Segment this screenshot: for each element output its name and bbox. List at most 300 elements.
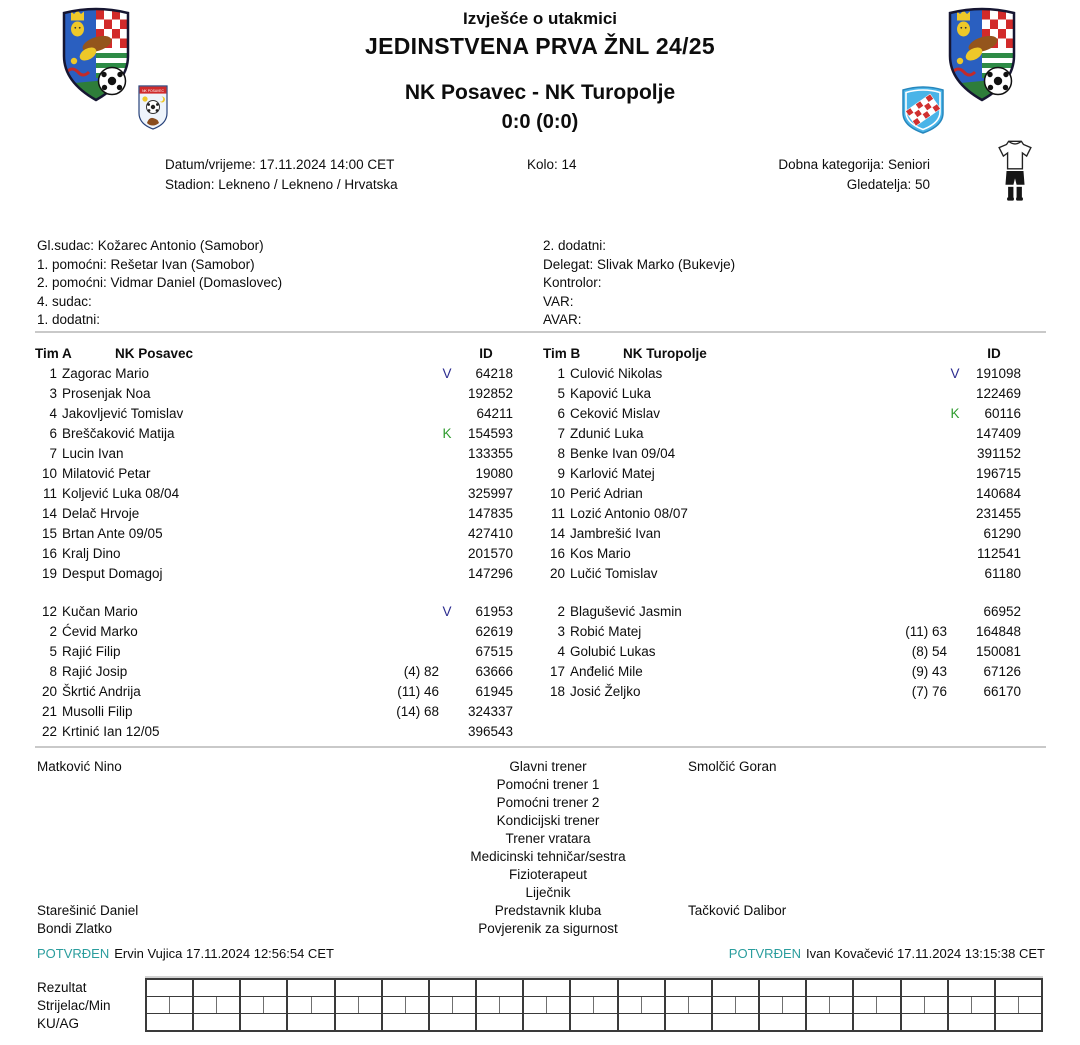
player-row — [35, 364, 517, 384]
player-number: 2 — [49, 624, 57, 639]
player-id: 231455 — [975, 506, 1021, 521]
player-name: Koljević Luka 08/04 — [62, 486, 180, 501]
score-grid-mid-row — [619, 997, 664, 1014]
score-grid-cell — [241, 980, 286, 997]
player-row — [35, 642, 517, 662]
player-row — [543, 444, 1025, 464]
score-grid-cell — [949, 1014, 994, 1030]
player-name: Breščaković Matija — [62, 426, 175, 441]
player-name: Jambrešić Ivan — [570, 526, 661, 541]
score-grid-cell — [194, 1014, 239, 1030]
player-row — [35, 564, 517, 584]
player-id: 67126 — [983, 664, 1021, 679]
staff-role-label: Liječnik — [525, 885, 571, 900]
player-number: 8 — [49, 664, 57, 679]
player-row — [543, 524, 1025, 544]
player-name: Lučić Tomislav — [570, 566, 658, 581]
player-number: 18 — [549, 684, 565, 699]
staff-role-label: Pomoćni trener 1 — [496, 777, 600, 792]
score-grid-mid-row — [524, 997, 569, 1014]
score-grid-cell — [689, 997, 711, 1013]
player-row — [35, 602, 517, 622]
player-number: 14 — [549, 526, 565, 541]
score-grid-cell — [807, 980, 852, 997]
staff-row — [37, 758, 1045, 776]
player-row — [543, 602, 1025, 622]
staff-role-label: Kondicijski trener — [496, 813, 600, 828]
player-row — [35, 682, 517, 702]
substitution-info: (11) 46 — [397, 684, 439, 699]
score-grid-group — [713, 980, 760, 1030]
player-id: 64218 — [475, 366, 513, 381]
team-kit-icon — [997, 140, 1033, 204]
player-name: Perić Adrian — [570, 486, 643, 501]
player-id: 324337 — [467, 704, 513, 719]
confirmed-status-badge: POTVRĐEN — [728, 946, 802, 961]
official-entry: AVAR: — [543, 312, 582, 327]
official-entry: 4. sudac: — [37, 293, 92, 309]
player-number: 1 — [49, 366, 57, 381]
player-row — [543, 544, 1025, 564]
role-marker: K — [442, 426, 452, 441]
score-grid-cell — [217, 997, 239, 1013]
score-grid-group — [807, 980, 854, 1030]
match-info-right — [778, 155, 930, 195]
score-grid-cell — [854, 997, 877, 1013]
confirmation-left-signer: Ervin Vujica 17.11.2024 12:56:54 CET — [114, 946, 334, 961]
player-number: 11 — [550, 506, 565, 521]
score-grid-cell — [241, 1014, 286, 1030]
staff-row — [37, 866, 1045, 884]
player-id: 64211 — [476, 406, 513, 421]
score-grid-cell — [996, 997, 1019, 1013]
score-grid-cell — [807, 997, 830, 1013]
report-title: Izvješće o utakmici — [462, 9, 618, 28]
player-row — [543, 404, 1025, 424]
score-grid-group — [383, 980, 430, 1030]
score-grid-cell — [996, 1014, 1041, 1030]
score-grid-cell — [147, 1014, 192, 1030]
player-number: 14 — [41, 506, 57, 521]
player-name: Milatović Petar — [62, 466, 151, 481]
player-id: 147409 — [975, 426, 1021, 441]
team-a-column — [35, 344, 517, 742]
score-grid-cell — [430, 980, 475, 997]
score-grid-cell — [547, 997, 569, 1013]
score-grid-cell — [571, 980, 616, 997]
role-marker — [439, 662, 455, 682]
grid-row-label-rezultat: Rezultat — [37, 980, 87, 995]
role-marker — [439, 702, 455, 722]
match-stadium: Stadion: Lekneno / Lekneno / Hrvatska — [165, 177, 398, 192]
player-id: 67515 — [475, 644, 513, 659]
staff-row — [37, 776, 1045, 794]
staff-role-label: Fizioterapeut — [508, 867, 588, 882]
player-id: 192852 — [467, 386, 513, 401]
player-id: 122469 — [975, 386, 1021, 401]
score-grid-cell — [194, 980, 239, 997]
player-name: Anđelić Mile — [570, 664, 643, 679]
score-grid-cell — [477, 997, 500, 1013]
player-number: 19 — [41, 566, 57, 581]
score-grid-cell — [619, 1014, 664, 1030]
player-id: 196715 — [975, 466, 1021, 481]
player-name: Ceković Mislav — [570, 406, 661, 421]
staff-role-label: Trener vratara — [505, 831, 591, 846]
officials-right-column — [543, 237, 735, 330]
staff-row — [37, 902, 1045, 920]
player-id: 154593 — [467, 426, 513, 441]
score-grid-cell — [571, 1014, 616, 1030]
score-grid-group — [430, 980, 477, 1030]
staff-team-a-person: Matković Nino — [37, 759, 122, 774]
team-b-substitutes — [543, 602, 1025, 702]
player-number: 17 — [549, 664, 565, 679]
score-grid-cell — [713, 997, 736, 1013]
player-row — [543, 424, 1025, 444]
score-grid-cell — [147, 980, 192, 997]
official-entry: Delegat: Slivak Marko (Bukevje) — [543, 256, 736, 272]
role-marker: V — [442, 604, 452, 619]
score-grid-mid-row — [430, 997, 475, 1014]
staff-row — [37, 794, 1045, 812]
score-grid-group — [902, 980, 949, 1030]
score-grid-mid-row — [336, 997, 381, 1014]
player-name: Rajić Josip — [62, 664, 128, 679]
player-number: 10 — [549, 486, 565, 501]
score-grid-cell — [524, 980, 569, 997]
player-name: Ćevid Marko — [62, 624, 138, 639]
player-id: 63666 — [475, 664, 513, 679]
player-id: 133355 — [467, 446, 513, 461]
player-name: Culović Nikolas — [570, 366, 663, 381]
player-row — [35, 404, 517, 424]
player-id: 427410 — [467, 526, 513, 541]
player-name: Kralj Dino — [62, 546, 121, 561]
team-b-name: NK Turopolje — [623, 346, 707, 361]
player-name: Desput Domagoj — [62, 566, 163, 581]
score-grid-group — [477, 980, 524, 1030]
player-name: Prosenjak Noa — [62, 386, 151, 401]
substitution-info: (8) 54 — [911, 644, 947, 659]
player-row — [543, 622, 1025, 642]
score-grid-cell — [288, 997, 311, 1013]
score-grid-mid-row — [288, 997, 333, 1014]
score-grid-mid-row — [996, 997, 1041, 1014]
staff-row — [37, 848, 1045, 866]
svg-text:NK POSAVEC: NK POSAVEC — [142, 88, 164, 93]
substitution-info: (7) 76 — [911, 684, 947, 699]
match-info-left — [165, 155, 398, 195]
score-grid-mid-row — [807, 997, 852, 1014]
team-b-label: Tim B — [543, 346, 581, 361]
player-id: 62619 — [475, 624, 513, 639]
score-grid-cell — [925, 997, 947, 1013]
score-grid-cell — [760, 997, 783, 1013]
confirmation-right — [729, 946, 1045, 962]
player-id: 19080 — [475, 466, 513, 481]
score-grid-group — [854, 980, 901, 1030]
player-row — [35, 464, 517, 484]
score-grid-cell — [854, 1014, 899, 1030]
score-grid-cell — [949, 980, 994, 997]
player-id: 61953 — [475, 604, 513, 619]
score-grid-cell — [972, 997, 994, 1013]
player-row — [35, 504, 517, 524]
staff-team-a-person: Bondi Zlatko — [37, 921, 113, 936]
player-row — [35, 424, 517, 444]
score-grid-mid-row — [713, 997, 758, 1014]
staff-role-label: Medicinski tehničar/sestra — [470, 849, 626, 864]
confirmed-status-badge: POTVRĐEN — [37, 946, 110, 961]
team-a-substitutes — [35, 602, 517, 742]
score-grid-cell — [807, 1014, 852, 1030]
staff-role-label: Pomoćni trener 2 — [496, 795, 600, 810]
score-grid-mid-row — [760, 997, 805, 1014]
score-grid-group — [619, 980, 666, 1030]
score-grid-cell — [170, 997, 192, 1013]
separator-line — [35, 331, 1046, 333]
score-grid-cell — [336, 980, 381, 997]
score-grid-cell — [383, 1014, 428, 1030]
score-grid-cell — [383, 997, 406, 1013]
player-number: 20 — [41, 684, 57, 699]
player-id: 66170 — [983, 684, 1021, 699]
player-number: 10 — [41, 466, 57, 481]
player-name: Jakovljević Tomislav — [62, 406, 184, 421]
player-id: 396543 — [467, 724, 513, 739]
score-grid-cell — [430, 1014, 475, 1030]
player-row — [543, 364, 1025, 384]
player-number: 4 — [557, 644, 565, 659]
staff-row — [37, 920, 1045, 938]
score-grid-cell — [383, 980, 428, 997]
role-marker — [439, 682, 455, 702]
player-name: Krtinić Ian 12/05 — [62, 724, 160, 739]
player-number: 8 — [557, 446, 565, 461]
match-title: NK Posavec - NK Turopolje — [404, 81, 676, 104]
player-id: 150081 — [975, 644, 1021, 659]
separator-line — [35, 746, 1046, 748]
player-row — [543, 662, 1025, 682]
role-marker: K — [950, 406, 960, 421]
team-b-header — [543, 344, 1025, 364]
official-entry: Gl.sudac: Kožarec Antonio (Samobor) — [37, 238, 264, 253]
score-grid-mid-row — [854, 997, 899, 1014]
match-round: Kolo: 14 — [527, 157, 577, 172]
score-grid-cell — [264, 997, 286, 1013]
player-number: 1 — [557, 366, 565, 381]
staff-team-b-person: Smolčić Goran — [688, 759, 777, 774]
final-score: 0:0 (0:0) — [501, 111, 579, 133]
player-row — [543, 384, 1025, 404]
player-name: Lozić Antonio 08/07 — [570, 506, 688, 521]
role-marker — [947, 642, 963, 662]
score-grid-cell — [288, 980, 333, 997]
staff-section — [37, 758, 1045, 938]
score-grid-cell — [902, 1014, 947, 1030]
score-grid-cell — [877, 997, 899, 1013]
player-name: Benke Ivan 09/04 — [570, 446, 676, 461]
player-id: 61290 — [983, 526, 1021, 541]
score-grid-mid-row — [949, 997, 994, 1014]
player-name: Kučan Mario — [62, 604, 138, 619]
substitution-info: (9) 43 — [911, 664, 947, 679]
score-grid-cell — [619, 980, 664, 997]
id-column-header: ID — [479, 346, 493, 361]
score-grid-cell — [147, 997, 170, 1013]
competition-name: JEDINSTVENA PRVA ŽNL 24/25 — [365, 33, 715, 59]
score-grid-cell — [1019, 997, 1041, 1013]
player-number: 6 — [557, 406, 565, 421]
score-grid-cell — [666, 997, 689, 1013]
team-a-name: NK Posavec — [115, 346, 194, 361]
player-id: 325997 — [467, 486, 513, 501]
score-grid-mid-row — [571, 997, 616, 1014]
staff-role-label: Glavni trener — [509, 759, 587, 774]
role-marker: V — [950, 366, 960, 381]
player-row — [35, 702, 517, 722]
player-number: 12 — [41, 604, 57, 619]
player-number: 6 — [49, 426, 57, 441]
score-grid-cell — [477, 1014, 522, 1030]
player-id: 147296 — [467, 566, 513, 581]
staff-role-label: Predstavnik kluba — [494, 903, 602, 918]
player-id: 61945 — [475, 684, 513, 699]
score-grid — [145, 978, 1043, 1032]
score-grid-group — [760, 980, 807, 1030]
match-datetime: Datum/vrijeme: 17.11.2024 14:00 CET — [165, 157, 395, 172]
score-grid-cell — [949, 997, 972, 1013]
score-grid-cell — [713, 1014, 758, 1030]
role-marker — [947, 662, 963, 682]
id-column-header: ID — [987, 346, 1001, 361]
player-row — [543, 642, 1025, 662]
score-grid-cell — [359, 997, 381, 1013]
substitution-info: (14) 68 — [396, 704, 439, 719]
player-id: 61180 — [984, 566, 1021, 581]
team-a-starters — [35, 364, 517, 584]
player-row — [543, 682, 1025, 702]
player-number: 3 — [49, 386, 57, 401]
player-id: 164848 — [975, 624, 1021, 639]
player-name: Kapović Luka — [570, 386, 652, 401]
player-number: 5 — [49, 644, 57, 659]
player-name: Golubić Lukas — [570, 644, 656, 659]
player-name: Brtan Ante 09/05 — [62, 526, 163, 541]
player-row — [35, 484, 517, 504]
player-row — [35, 524, 517, 544]
grid-row-label-ku-ag: KU/AG — [37, 1016, 80, 1031]
age-category: Dobna kategorija: Seniori — [778, 157, 930, 172]
player-name: Blagušević Jasmin — [570, 604, 682, 619]
player-id: 391152 — [976, 446, 1021, 461]
score-grid-cell — [336, 1014, 381, 1030]
score-grid-cell — [666, 980, 711, 997]
official-entry: VAR: — [543, 293, 574, 309]
score-grid-cell — [406, 997, 428, 1013]
official-entry: 2. pomoćni: Vidmar Daniel (Domaslovec) — [37, 275, 283, 290]
score-grid-cell — [477, 980, 522, 997]
score-grid-cell — [312, 997, 334, 1013]
score-grid-cell — [500, 997, 522, 1013]
player-number: 16 — [549, 546, 565, 561]
player-row — [543, 464, 1025, 484]
player-row — [543, 504, 1025, 524]
attendance: Gledatelja: 50 — [846, 177, 930, 192]
staff-row — [37, 830, 1045, 848]
score-grid-group — [996, 980, 1041, 1030]
player-id: 112541 — [976, 546, 1021, 561]
score-grid-cell — [713, 980, 758, 997]
player-name: Musolli Filip — [62, 704, 133, 719]
confirmation-left — [37, 946, 334, 962]
score-grid-cell — [430, 997, 453, 1013]
team-b-column — [543, 344, 1025, 702]
score-grid-cell — [854, 980, 899, 997]
score-grid-cell — [996, 980, 1041, 997]
player-name: Rajić Filip — [62, 644, 121, 659]
player-name: Zdunić Luka — [570, 426, 644, 441]
score-grid-cell — [524, 997, 547, 1013]
score-grid-cell — [760, 1014, 805, 1030]
score-grid-cell — [241, 997, 264, 1013]
player-name: Delač Hrvoje — [62, 506, 140, 521]
player-number: 11 — [42, 486, 57, 501]
officials-left-column — [37, 237, 282, 330]
player-row — [35, 622, 517, 642]
title-block — [0, 8, 1080, 135]
score-grid-group — [571, 980, 618, 1030]
player-name: Zagorac Mario — [62, 366, 150, 381]
score-grid-mid-row — [902, 997, 947, 1014]
player-number: 3 — [557, 624, 565, 639]
official-entry: 1. pomoćni: Rešetar Ivan (Samobor) — [37, 256, 255, 272]
score-grid-group — [336, 980, 383, 1030]
score-grid-cell — [524, 1014, 569, 1030]
player-name: Josić Željko — [570, 684, 641, 699]
score-grid-cell — [194, 997, 217, 1013]
score-grid-cell — [594, 997, 616, 1013]
score-grid-cell — [619, 997, 642, 1013]
score-grid-group — [949, 980, 996, 1030]
score-grid-mid-row — [241, 997, 286, 1014]
score-grid-cell — [642, 997, 664, 1013]
score-grid-cell — [736, 997, 758, 1013]
score-grid-group — [241, 980, 288, 1030]
player-name: Škrtić Andrija — [62, 684, 141, 699]
player-row — [35, 444, 517, 464]
score-grid-mid-row — [194, 997, 239, 1014]
player-name: Karlović Matej — [570, 466, 655, 481]
score-grid-cell — [902, 980, 947, 997]
staff-row — [37, 812, 1045, 830]
player-number: 21 — [41, 704, 57, 719]
player-number: 5 — [557, 386, 565, 401]
score-grid-cell — [571, 997, 594, 1013]
player-name: Robić Matej — [570, 624, 642, 639]
player-row — [543, 564, 1025, 584]
score-grid-cell — [760, 980, 805, 997]
player-number: 9 — [557, 466, 565, 481]
team-b-starters — [543, 364, 1025, 584]
player-name: Lucin Ivan — [62, 446, 124, 461]
team-a-header — [35, 344, 517, 364]
substitution-info: (11) 63 — [905, 624, 947, 639]
player-id: 201570 — [467, 546, 513, 561]
team-a-label: Tim A — [35, 346, 72, 361]
staff-row — [37, 884, 1045, 902]
